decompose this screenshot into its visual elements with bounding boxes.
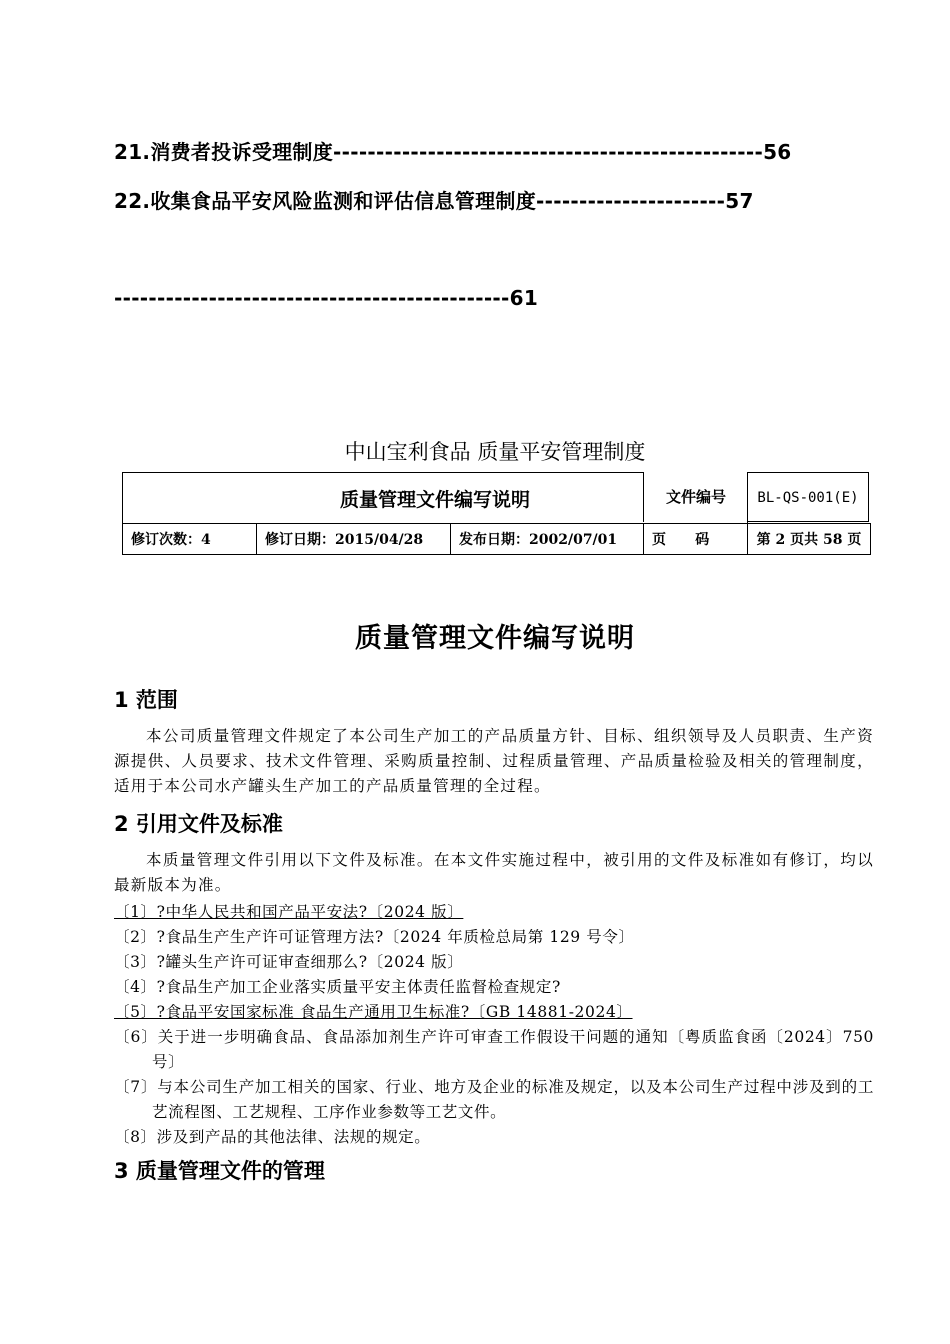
document-heading: 质量管理文件编写说明 bbox=[355, 623, 635, 654]
toc-item-22[interactable]: 22.收集食品平安风险监测和评估信息管理制度----------------------57 bbox=[114, 189, 754, 213]
release-date: 发布日期：2002/07/01 bbox=[451, 524, 644, 555]
section-2-text: 本质量管理文件引用以下文件及标准。在本文件实施过程中，被引用的文件及标准如有修订，均以最新版本为准。 bbox=[114, 851, 874, 894]
revision-date: 修订日期：2015/04/28 bbox=[257, 524, 451, 555]
reference-item-5: 〔5〕?食品平安国家标准 食品生产通用卫生标准?〔GB 14881-2024〕 bbox=[114, 1003, 633, 1021]
reference-item-7: 〔7〕与本公司生产加工相关的国家、行业、地方及企业的标准及规定，以及本公司生产过程中涉及到的工艺流程图、工艺规程、工序作业参数等工艺文件。 bbox=[114, 1078, 874, 1121]
toc-item-21[interactable]: 21.消费者投诉受理制度--------------------------------------------------56 bbox=[114, 140, 792, 164]
reference-item-2: 〔2〕?食品生产生产许可证管理方法?〔2024 年质检总局第 129 号令〕 bbox=[114, 928, 635, 946]
reference-item-8: 〔8〕涉及到产品的其他法律、法规的规定。 bbox=[114, 1128, 431, 1146]
revision-count: 修订次数：4 bbox=[123, 524, 257, 555]
section-2-title: 2 引用文件及标准 bbox=[114, 812, 283, 836]
reference-item-4: 〔4〕?食品生产加工企业落实质量平安主体责任监督检查规定? bbox=[114, 978, 561, 996]
doc-no-value: BL-QS-001(E) bbox=[747, 472, 869, 522]
section-1-title: 1 范围 bbox=[114, 688, 178, 712]
doc-no-label: 文件编号 bbox=[643, 472, 748, 522]
page-label: 页 码 bbox=[644, 524, 748, 555]
section-3-title: 3 质量管理文件的管理 bbox=[114, 1159, 325, 1183]
company-title: 中山宝利食品 质量平安管理制度 bbox=[344, 440, 646, 464]
reference-item-6: 〔6〕关于进一步明确食品、食品添加剂生产许可审查工作假设干问题的通知〔粤质监食函〔2024〕750 号〕 bbox=[114, 1028, 874, 1071]
reference-item-1: 〔1〕?中华人民共和国产品平安法?〔2024 版〕 bbox=[114, 903, 464, 921]
section-1-text: 本公司质量管理文件规定了本公司生产加工的产品质量方针、目标、组织领导及人员职责、生产资源提供、人员要求、技术文件管理、采购质量控制、过程质量管理、产品质量检验及相关的管理制度，适用于本公司水产罐头生产加工的产品质量管理的全过程。 bbox=[114, 727, 874, 795]
toc-item-continuation[interactable]: ----------------------------------------------61 bbox=[114, 286, 539, 310]
doc-name: 质量管理文件编写说明 bbox=[123, 473, 748, 524]
page-value: 第 2 页共 58 页 bbox=[748, 524, 871, 555]
reference-item-3: 〔3〕?罐头生产许可证审查细那么?〔2024 版〕 bbox=[114, 953, 464, 971]
